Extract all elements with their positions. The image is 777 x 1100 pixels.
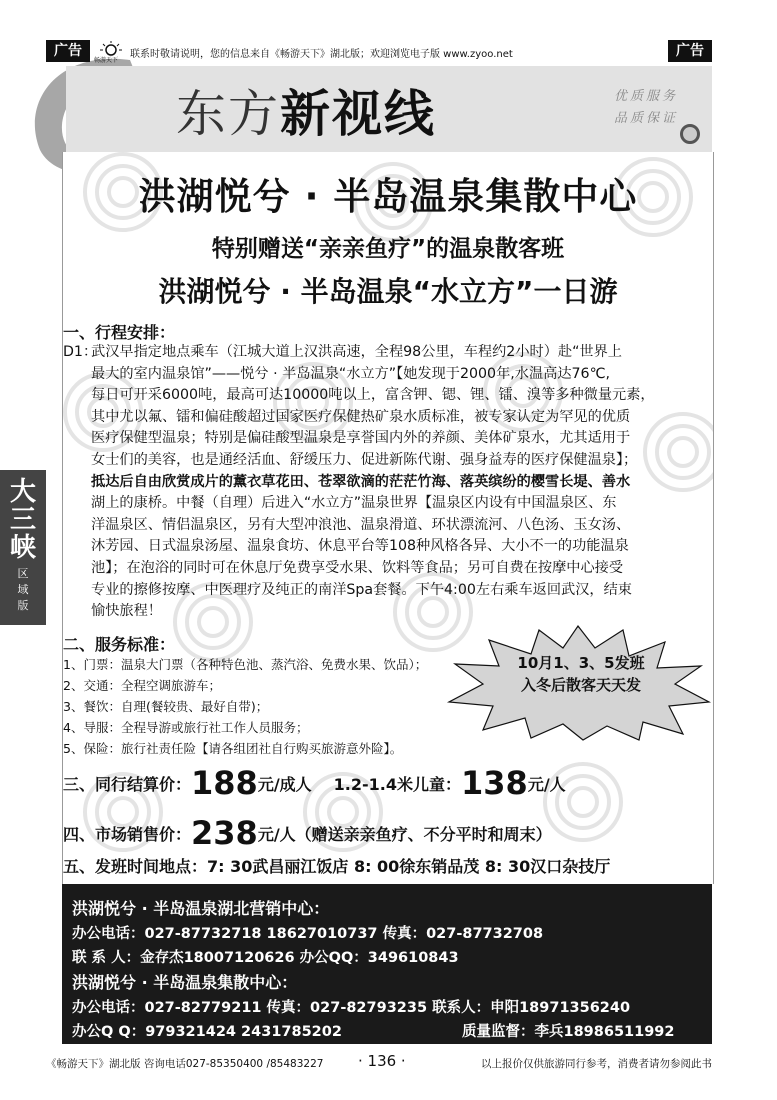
sidebar-char-3: 峡 xyxy=(9,533,36,563)
market-price: 238 xyxy=(191,814,258,852)
masthead-title-b: 新视线 xyxy=(280,84,436,143)
ad-badge-left: 广告 xyxy=(46,40,90,62)
service-item: 5、保险：旅行社责任险【请各组团社自行购买旅游意外险】。 xyxy=(63,741,403,756)
peer-price-label: 三、同行结算价： xyxy=(63,775,192,794)
itinerary-text: 湖上的康桥。中餐（自理）后进入“水立方”温泉世界【温泉区内设有中国温泉区、东 xyxy=(91,495,617,512)
itinerary-line-8 xyxy=(63,493,703,515)
footer-left: 《畅游天下》湖北版 咨询电话027-85350400 /85483227 xyxy=(46,1058,324,1070)
itinerary-line-1 xyxy=(63,342,703,364)
masthead-title xyxy=(176,74,436,146)
itinerary-text: 抵达后自由欣赏成片的薰衣草花田、苍翠欲滴的茫茫竹海、落英缤纷的樱雪长堤、善水 xyxy=(91,473,631,490)
subtitle: 特别赠送“亲亲鱼疗”的温泉散客班 xyxy=(211,236,565,262)
departure-days: 10月1、3、5发班 xyxy=(517,654,645,672)
itinerary-line-5 xyxy=(63,428,703,450)
adult-price-unit: 元/成人 xyxy=(257,775,312,794)
winter-departures: 入冬后散客天天发 xyxy=(520,676,641,694)
starburst-text xyxy=(481,652,681,696)
itinerary-line-12 xyxy=(63,580,703,602)
logo-text: 畅游天下 xyxy=(94,57,119,64)
itinerary-line-11 xyxy=(63,558,703,580)
market-price-label: 四、市场销售价： xyxy=(63,825,192,844)
service-item: 4、导服：全程导游或旅行社工作人员服务； xyxy=(63,720,309,735)
service-item: 1、门票：温泉大门票（各种特色池、蒸汽浴、免费水果、饮品）； xyxy=(63,657,428,672)
child-label: 1.2-1.4米儿童： xyxy=(333,775,462,794)
masthead xyxy=(66,66,712,154)
sidebar-char-2: 三 xyxy=(9,505,36,535)
market-price-unit: 元/人（赠送亲亲鱼疗、不分平时和周末） xyxy=(257,825,552,844)
contact-heading-2: 洪湖悦兮 · 半岛温泉集散中心： xyxy=(72,973,298,992)
itinerary-text: 其中尤以氟、镭和偏硅酸超过国家医疗保健热矿泉水质标准，被专家认定为罕见的优质 xyxy=(91,408,631,425)
contact-line-2: 联 系 人：金存杰18007120626 办公QQ：349610843 xyxy=(72,950,459,966)
service-list xyxy=(63,654,427,759)
itinerary-text: 医疗保健型温泉；特别是偏硅酸型温泉是享誉国内外的养颜、美体矿泉水，尤其适用于 xyxy=(91,430,631,447)
itinerary-text: 洋温泉区、情侣温泉区，另有大型冲浪池、温泉滑道、环状漂流河、八色汤、玉女汤、 xyxy=(91,516,631,533)
main-content xyxy=(62,152,714,884)
itinerary-text: 池】；在泡浴的同时可在休息厅免费享受水果、饮料等食品；另可自费在按摩中心接受 xyxy=(91,559,624,576)
itinerary-line-7 xyxy=(63,472,703,494)
itinerary-line-3 xyxy=(63,385,703,407)
itinerary-text: 专业的擦修按摩、中医理疗及纯正的南洋Spa套餐。下午4:00左右乘车返回武汉，结束 xyxy=(91,581,632,598)
section-itinerary-heading: 一、行程安排： xyxy=(63,323,176,342)
d1-label: D1： xyxy=(63,344,98,360)
contact-line-4b: 质量监督：李兵18986511992 xyxy=(462,1024,675,1040)
contact-line-4a: 办公Q Q：979321424 2431785202 xyxy=(72,1024,342,1040)
itinerary-line-9 xyxy=(63,515,703,537)
peer-price-row xyxy=(63,764,566,802)
sidebar-small-1: 区 xyxy=(17,567,29,580)
service-item: 3、餐饮：自理(餐较贵、最好自带)； xyxy=(63,699,269,714)
departure-row: 五、发班时间地点：7: 30武昌丽江饭店 8: 00徐东销品茂 8: 30汉口杂技厅 xyxy=(63,857,611,876)
itinerary-line-13 xyxy=(63,601,703,623)
itinerary-text: 愉快旅程！ xyxy=(91,603,162,620)
slogan-line-1: 优质服务 xyxy=(613,89,678,104)
sidebar-char-1: 大 xyxy=(9,477,36,507)
page-number: · 136 · xyxy=(358,1052,406,1070)
top-bar xyxy=(46,40,712,64)
masthead-slogan xyxy=(574,86,678,130)
itinerary-line-6 xyxy=(63,450,703,472)
main-title: 洪湖悦兮 · 半岛温泉集散中心 xyxy=(138,175,638,218)
knob-icon xyxy=(680,124,700,144)
service-item: 2、交通：全程空调旅游车； xyxy=(63,678,221,693)
contact-line-3: 办公电话：027-82779211 传真：027-82793235 联系人：申阳18971356240 xyxy=(72,1000,631,1016)
contact-block xyxy=(62,884,712,1044)
slogan-line-2: 品质保证 xyxy=(613,111,678,126)
adult-price: 188 xyxy=(191,764,258,802)
itinerary-line-4 xyxy=(63,407,703,429)
masthead-title-a: 东方 xyxy=(176,85,280,143)
contact-heading-1: 洪湖悦兮 · 半岛温泉湖北营销中心： xyxy=(72,899,330,918)
child-price-unit: 元/人 xyxy=(527,775,566,794)
section-service-heading: 二、服务标准： xyxy=(63,635,176,654)
itinerary-text: 最大的室内温泉馆”——悦兮 · 半岛温泉“水立方”【她发现于2000年,水温高达76℃, xyxy=(91,365,611,382)
itinerary-text: 沐芳园、日式温泉汤屋、温泉食坊、休息平台等108种风格各异、大小不一的功能温泉 xyxy=(91,538,629,555)
itinerary-paragraph xyxy=(63,342,703,623)
top-notice: 联系时敬请说明，您的信息来自《畅游天下》湖北版；欢迎浏览电子版 www.zyoo.net xyxy=(130,49,513,60)
itinerary-text: 武汉早指定地点乘车（江城大道上汉洪高速，全程98公里，车程约2小时）赴“世界上 xyxy=(91,344,622,360)
contact-line-1: 办公电话：027-87732718 18627010737 传真：027-87732708 xyxy=(72,926,544,942)
headline: 洪湖悦兮 · 半岛温泉“水立方”一日游 xyxy=(158,275,618,308)
footer xyxy=(46,1052,712,1072)
itinerary-text: 每日可开采6000吨，最高可达10000吨以上，富含钾、锶、锂、镭、溴等多种微量元素， xyxy=(91,387,655,404)
ad-badge-right: 广告 xyxy=(668,40,712,62)
footer-right: 以上报价仅供旅游同行参考，消费者请勿参阅此书 xyxy=(481,1058,712,1070)
itinerary-line-10 xyxy=(63,536,703,558)
market-price-row xyxy=(63,814,552,852)
sidebar-small-2: 域 xyxy=(17,583,29,596)
itinerary-line-2 xyxy=(63,364,703,386)
region-sidebar xyxy=(0,470,46,625)
itinerary-text: 女士们的美容，也是通经活血、舒缓压力、促进新陈代谢、强身益寿的医疗保健温泉】； xyxy=(91,451,638,468)
sidebar-small-3: 版 xyxy=(17,599,29,612)
child-price: 138 xyxy=(461,764,528,802)
